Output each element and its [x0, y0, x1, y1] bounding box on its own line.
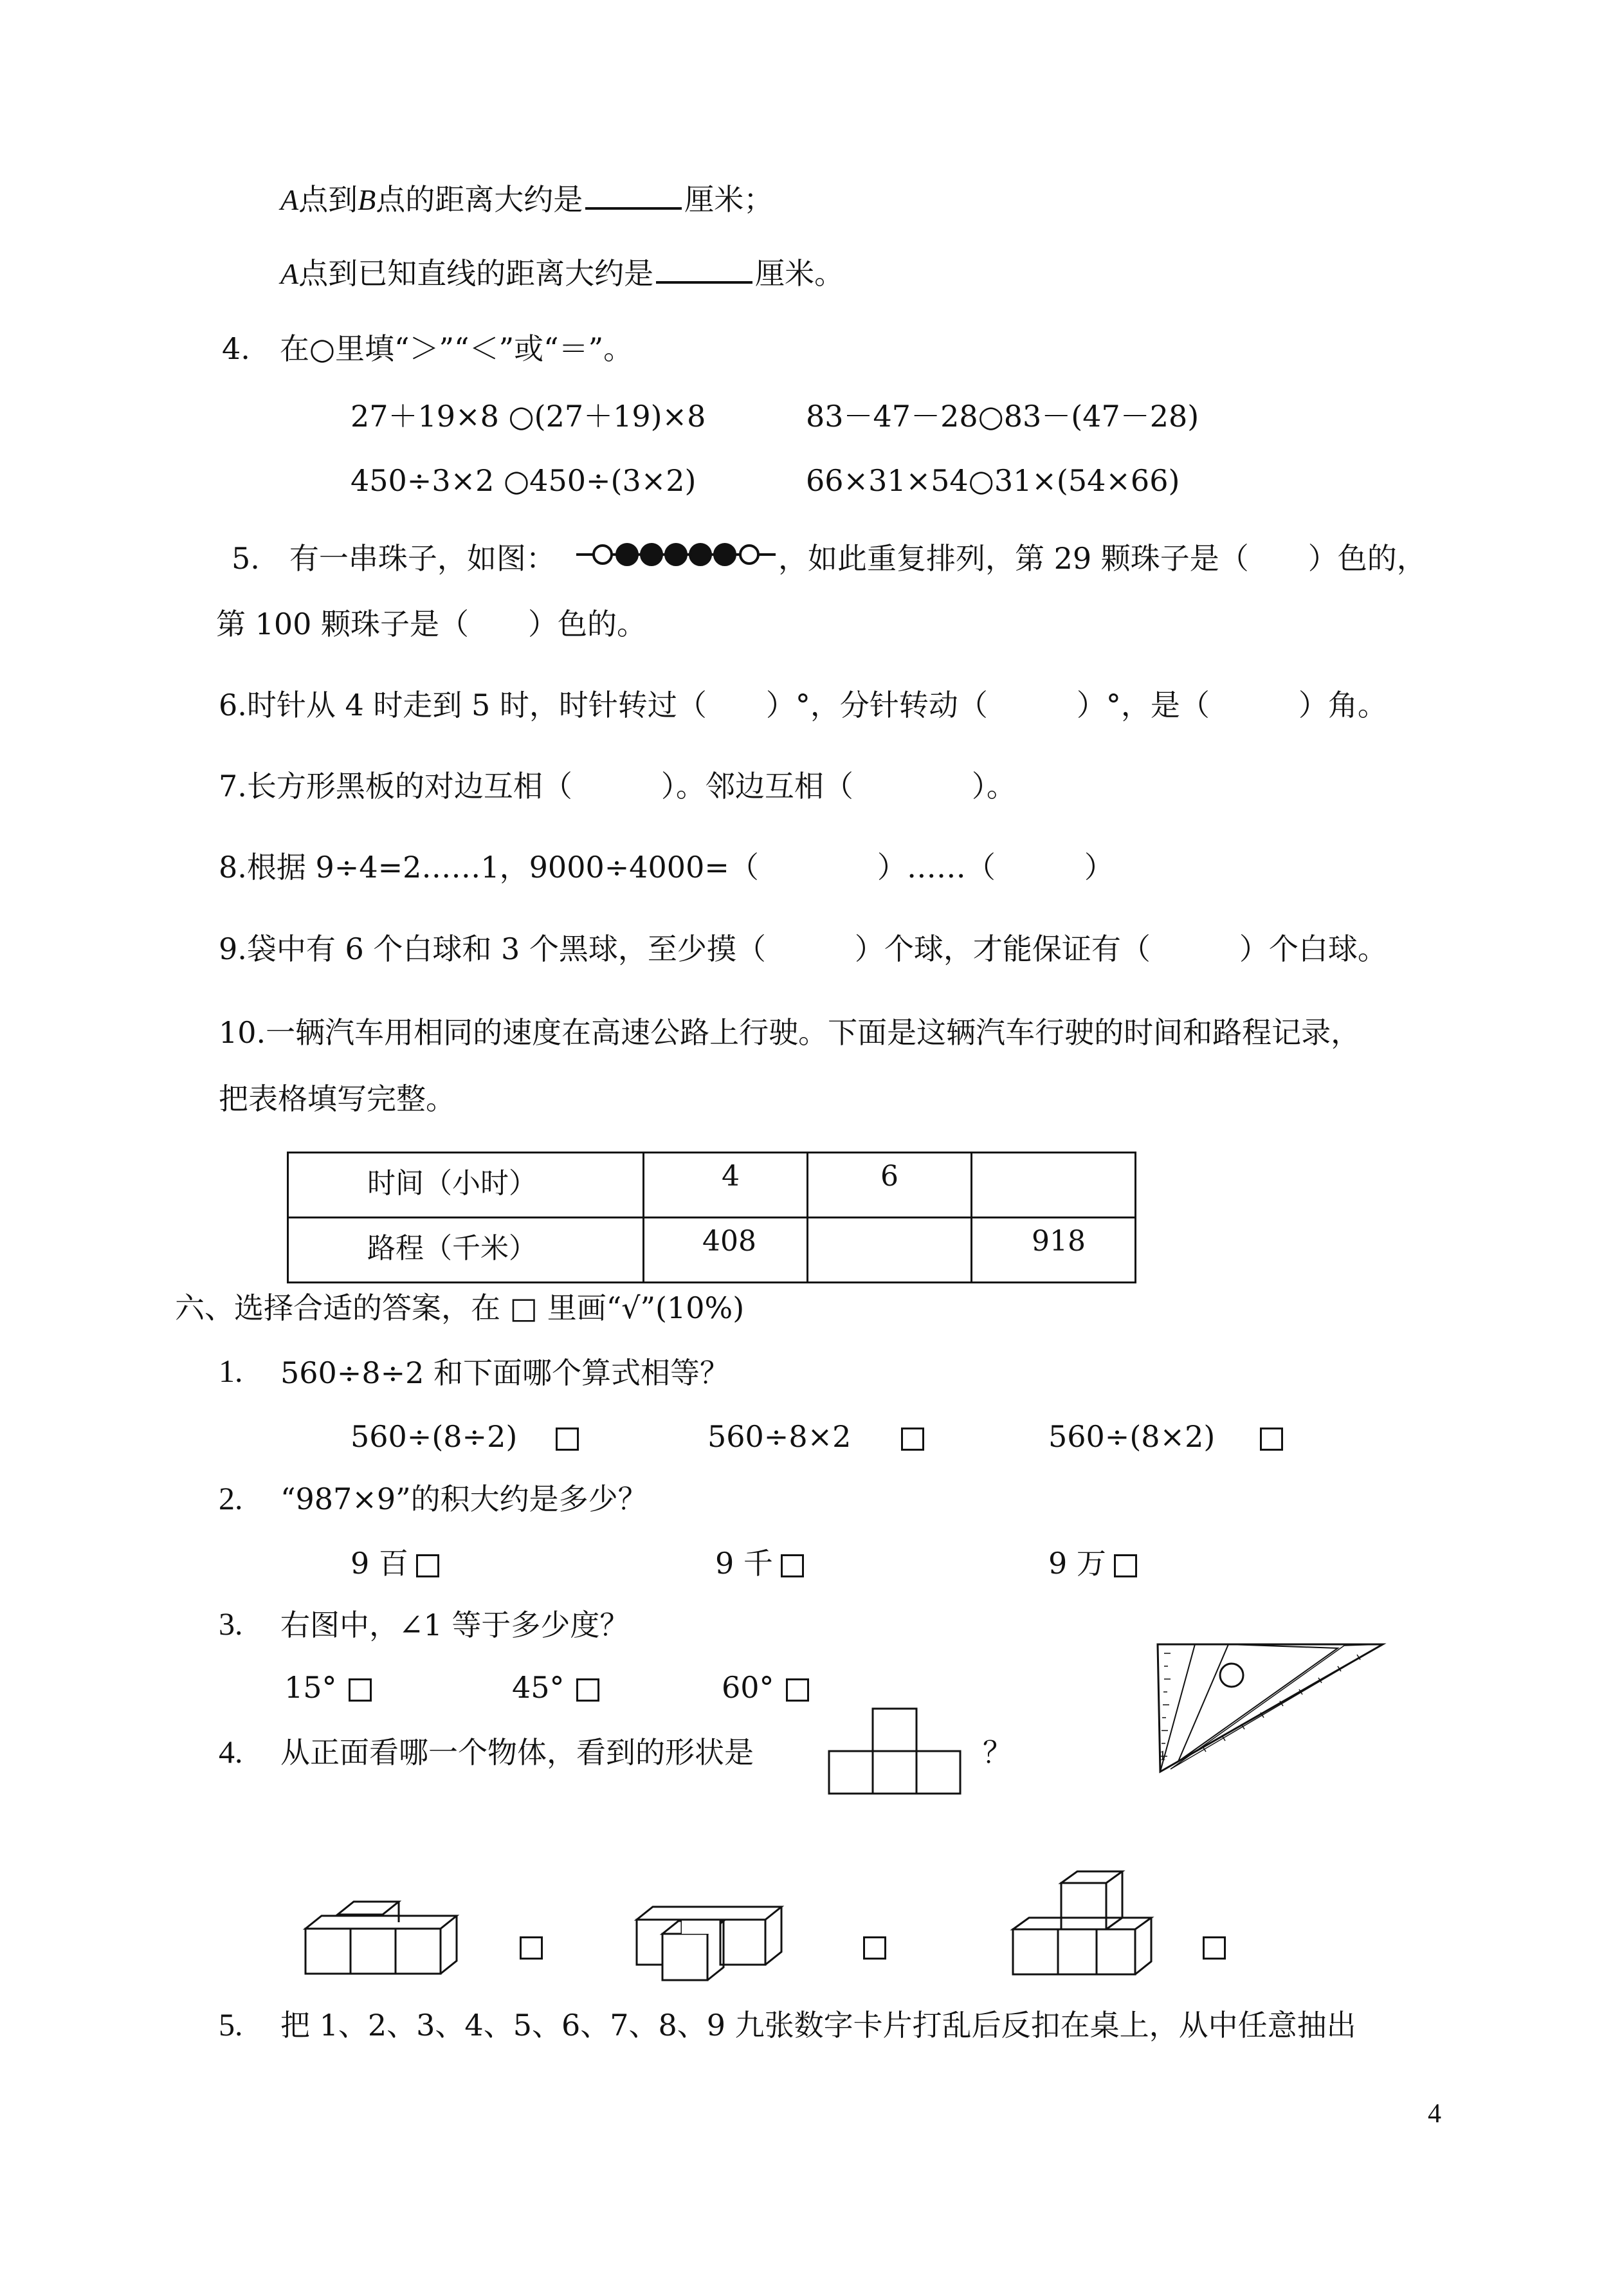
item-4-number: 4.	[219, 1734, 243, 1770]
q10-line2: 把表格填写完整。	[219, 1081, 455, 1116]
q4-expr-3: 450÷3×2 ○450÷(3×2)	[351, 463, 697, 498]
item-4-checkbox-c[interactable]	[1203, 1936, 1226, 1960]
item-1-number: 1.	[219, 1353, 243, 1389]
time-distance-table	[287, 1152, 1136, 1283]
bead-black	[690, 544, 711, 565]
table-cell: 918	[972, 1218, 1136, 1283]
item-1-option-a[interactable]	[351, 1417, 579, 1456]
q4-title: 4. 在○里填“＞”“＜”或“＝”。	[222, 331, 633, 366]
table-cell: 4	[644, 1153, 808, 1218]
q7: 7.长方形黑板的对边互相（ ）。邻边互相（ ）。	[219, 769, 1016, 804]
item-3-option-a[interactable]	[284, 1668, 372, 1707]
checkbox[interactable]	[901, 1428, 924, 1451]
item-4-checkbox-a[interactable]	[520, 1936, 543, 1960]
q3-line1	[280, 180, 773, 219]
q6: 6.时针从 4 时走到 5 时，时针转过（ ）°，分针转动（ ）°，是（ ）角。	[219, 688, 1387, 722]
option-text: 9 千	[715, 1546, 773, 1581]
q5-suffix: ，如此重复排列，第 29 颗珠子是（ ）色的，	[778, 541, 1426, 576]
table-cell: 路程（千米）	[288, 1218, 644, 1283]
table-row	[288, 1218, 1136, 1283]
section-6-title: 六、选择合适的答案，在 □ 里画“√”(10%)	[175, 1290, 745, 1325]
table-cell: 时间（小时）	[288, 1153, 644, 1218]
item-3-number: 3.	[219, 1606, 243, 1642]
item-4-checkbox-b[interactable]	[863, 1936, 886, 1960]
bead-black	[715, 544, 735, 565]
q8: 8.根据 9÷4=2……1，9000÷4000=（ ）……（ ）	[219, 850, 1114, 885]
option-text: 560÷8×2	[707, 1419, 852, 1454]
page-number: 4	[1428, 2099, 1441, 2129]
item-4-question-end: ？	[983, 1735, 1012, 1770]
bead-white	[740, 546, 758, 564]
q4-expr-1: 27＋19×8 ○(27＋19)×8	[351, 399, 706, 434]
bead-white	[594, 546, 612, 564]
bead-string-figure	[574, 539, 778, 578]
item-2-number: 2.	[219, 1480, 243, 1516]
option-text: 15°	[284, 1670, 337, 1705]
checkbox[interactable]	[786, 1678, 809, 1702]
item-5-question: 把 1、2、3、4、5、6、7、8、9 九张数字卡片打乱后反扣在桌上，从中任意抽出	[280, 2008, 1356, 2043]
q3-text: 点的距离大约是	[376, 182, 583, 217]
option-text: 60°	[722, 1670, 774, 1705]
checkbox[interactable]	[781, 1554, 804, 1577]
option-text: 9 万	[1048, 1546, 1106, 1581]
item-1-option-c[interactable]	[1048, 1417, 1283, 1456]
front-view-shape	[826, 1706, 968, 1796]
q3-line2	[280, 254, 844, 293]
item-1-question: 560÷8÷2 和下面哪个算式相等？	[280, 1355, 730, 1390]
option-text: 560÷(8÷2)	[351, 1419, 518, 1454]
checkbox[interactable]	[416, 1554, 439, 1577]
angle-label: 1	[1159, 1747, 1166, 1763]
bead-black	[666, 544, 686, 565]
q4-expr-2: 83－47－28○83－(47－28)	[806, 399, 1199, 434]
q5-prefix: 5. 有一串珠子，如图：	[232, 541, 556, 576]
block-figure-a	[293, 1896, 460, 1987]
checkbox[interactable]	[1260, 1428, 1283, 1451]
table-cell: 6	[808, 1153, 972, 1218]
checkbox[interactable]	[1114, 1554, 1137, 1577]
bead-black	[641, 544, 662, 565]
option-text: 560÷(8×2)	[1048, 1419, 1216, 1454]
checkbox[interactable]	[556, 1428, 579, 1451]
unit-text: 厘米。	[755, 256, 844, 291]
block-figure-b	[630, 1896, 797, 1993]
item-1-option-b[interactable]	[707, 1417, 924, 1456]
point-b: B	[358, 183, 376, 216]
q3-text: 点到	[298, 182, 358, 217]
q4-expr-4: 66×31×54○31×(54×66)	[806, 463, 1180, 498]
answer-blank[interactable]	[656, 255, 752, 284]
option-text: 45°	[512, 1670, 565, 1705]
item-3-option-b[interactable]	[512, 1668, 599, 1707]
q10-line1: 10.一辆汽车用相同的速度在高速公路上行驶。下面是这辆汽车行驶的时间和路程记录，	[219, 1015, 1361, 1050]
item-2-option-a[interactable]	[351, 1544, 439, 1583]
item-2-option-c[interactable]	[1048, 1544, 1137, 1583]
point-a: A	[280, 183, 299, 216]
option-text: 9 百	[351, 1546, 408, 1581]
q9: 9.袋中有 6 个白球和 3 个黑球，至少摸（ ）个球，才能保证有（ ）个白球。	[219, 932, 1387, 966]
item-3-question: 右图中，∠1 等于多少度？	[280, 1608, 630, 1642]
table-cell: 408	[644, 1218, 808, 1283]
triangle-ruler-figure	[1151, 1634, 1389, 1782]
point-a: A	[280, 257, 299, 290]
item-2-question: “987×9”的积大约是多少？	[280, 1482, 648, 1516]
item-2-option-b[interactable]	[715, 1544, 804, 1583]
checkbox[interactable]	[349, 1678, 372, 1702]
q3-text: 点到已知直线的距离大约是	[298, 256, 654, 291]
table-cell[interactable]	[808, 1218, 972, 1283]
bead-black	[617, 544, 637, 565]
item-4-question: 从正面看哪一个物体，看到的形状是	[280, 1735, 754, 1770]
unit-text: 厘米；	[684, 182, 774, 217]
checkbox[interactable]	[576, 1678, 599, 1702]
block-figure-c	[994, 1869, 1161, 1985]
table-cell[interactable]	[972, 1153, 1136, 1218]
answer-blank[interactable]	[585, 181, 682, 210]
item-5-number: 5.	[219, 2007, 243, 2043]
item-3-option-c[interactable]	[722, 1668, 809, 1707]
table-row	[288, 1153, 1136, 1218]
q5-line2: 第 100 颗珠子是（ ）色的。	[216, 607, 647, 641]
